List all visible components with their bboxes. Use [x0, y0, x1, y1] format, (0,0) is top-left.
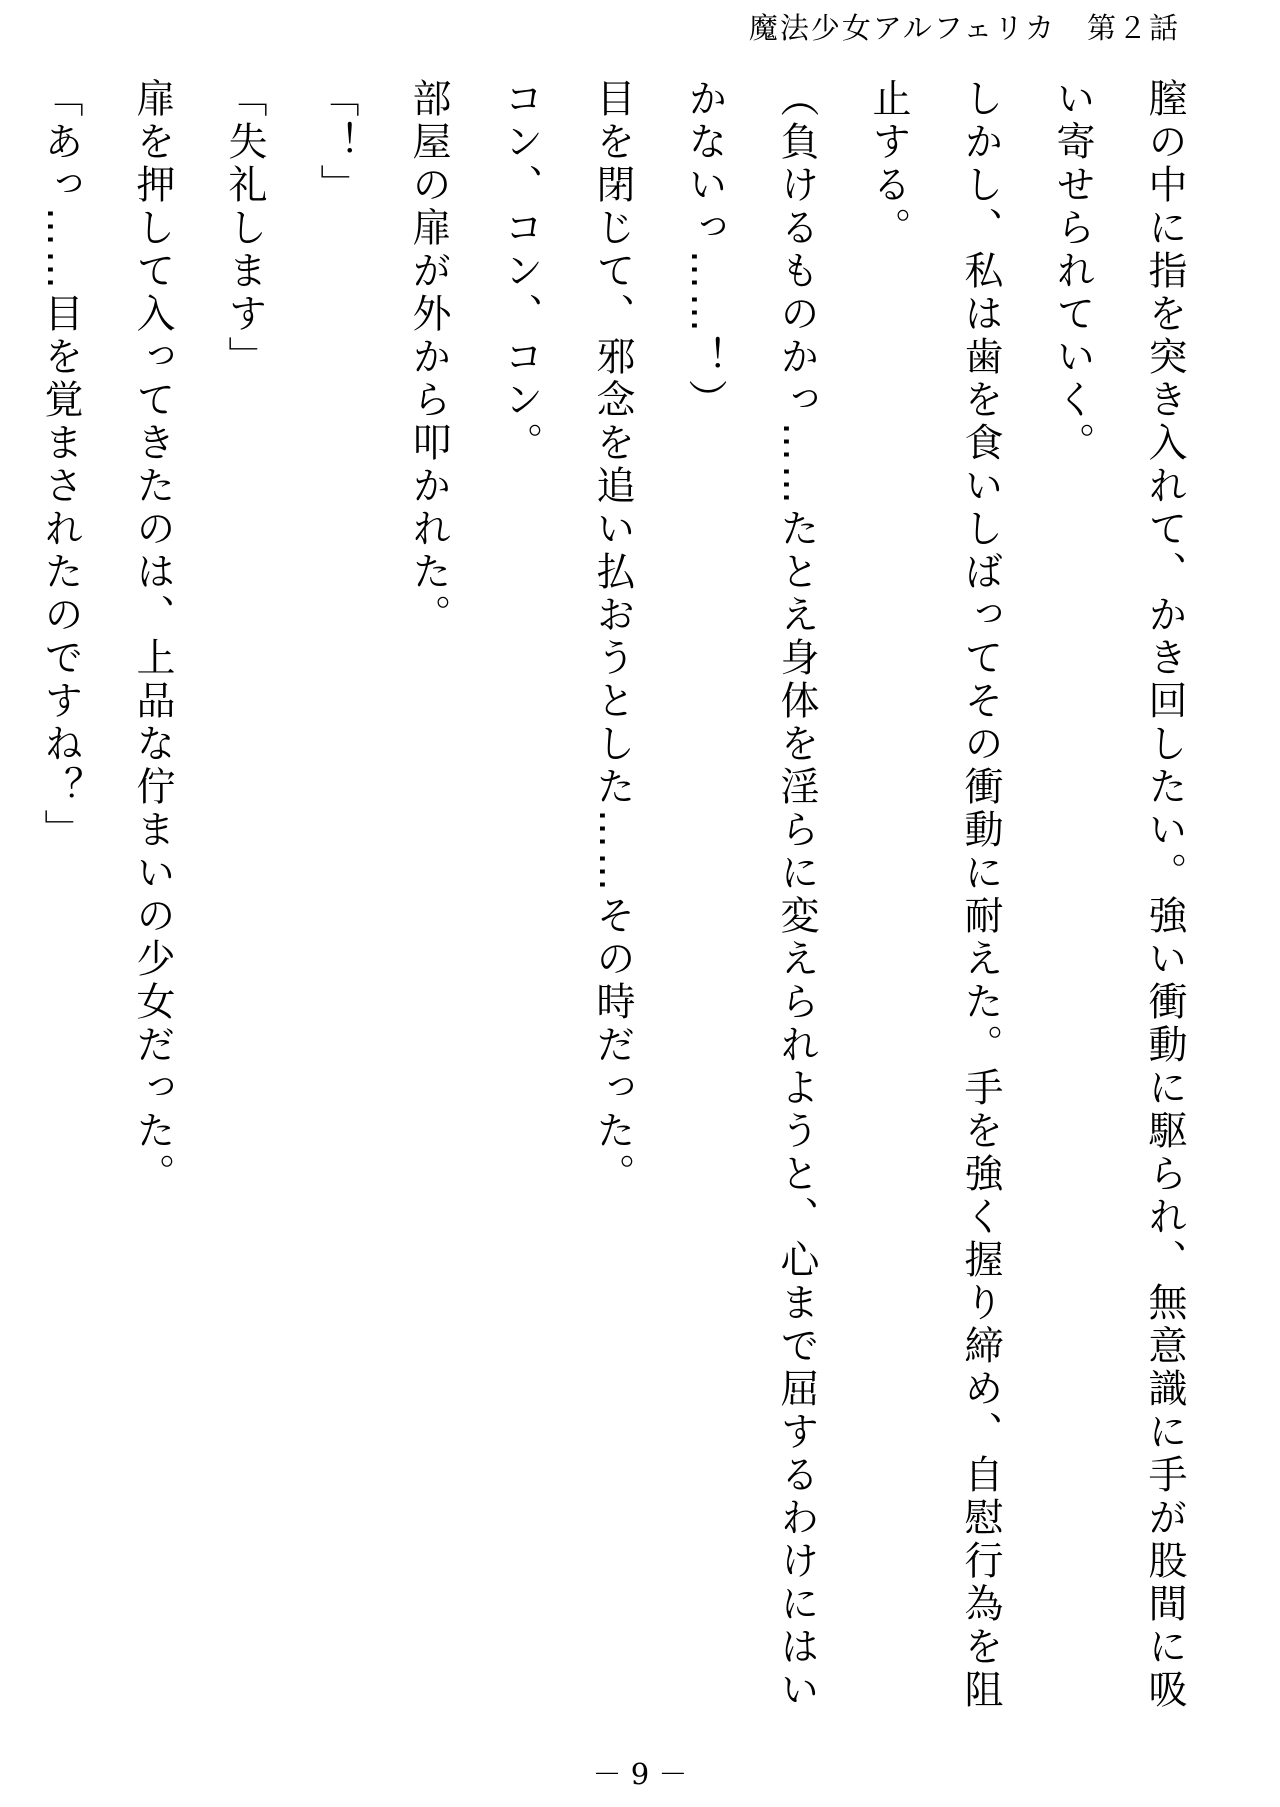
paragraph: 膣の中に指を突き入れて、かき回したい。強い衝動に駆られ、無意識に手が股間に吸い寄せられていく。: [1050, 78, 1187, 1712]
page-number: － 9 －: [592, 1757, 688, 1791]
vertical-body-text: [38, 78, 1210, 1718]
paragraph: 「あっ……目を覚まされたのですね？」: [38, 78, 83, 852]
paragraph: 「！」: [314, 78, 359, 207]
paragraph: （負けるものかっ……たとえ身体を淫らに変えられようと、心まで屈するわけにはいかないっ……！）: [682, 78, 819, 1712]
paragraph: コン、コン、コン。: [498, 78, 543, 465]
paragraph: 目を閉じて、邪念を追い払おうとした……その時だった。: [590, 78, 635, 1196]
paragraph: 「失礼します」: [222, 78, 267, 379]
running-header: 魔法少女アルフェリカ 第２話: [748, 11, 1180, 45]
paragraph: しかし、私は歯を食いしばってその衝動に耐えた。手を強く握り締め、自慰行為を阻止する。: [866, 78, 1003, 1712]
paragraph: 扉を押して入ってきたのは、上品な佇まいの少女だった。: [130, 78, 175, 1196]
paragraph: 部屋の扉が外から叩かれた。: [406, 78, 451, 637]
